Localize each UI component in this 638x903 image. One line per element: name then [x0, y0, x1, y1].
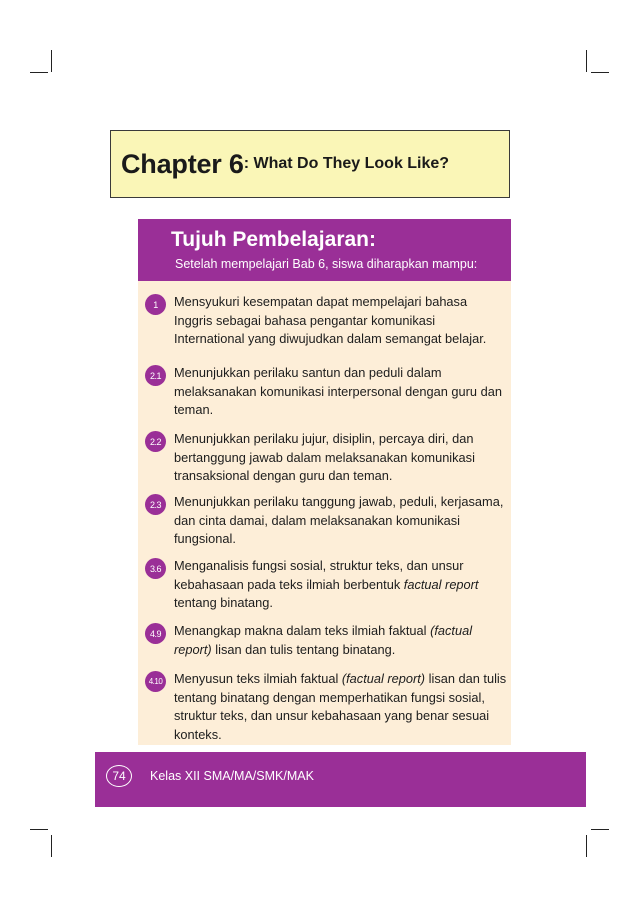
crop-mark	[586, 50, 587, 72]
objective-number-badge: 2.3	[145, 494, 166, 515]
objective-text-part: Menangkap makna dalam teks ilmiah faktual	[174, 623, 431, 638]
chapter-title-box	[110, 130, 510, 198]
objective-number-badge: 2.2	[145, 431, 166, 452]
page-number: 74	[106, 765, 132, 787]
objective-text-part: Menyusun teks ilmiah faktual	[174, 671, 342, 686]
objective-text	[174, 670, 508, 744]
objective-number-badge: 4.10	[145, 671, 166, 692]
objectives-header	[138, 219, 511, 281]
crop-mark	[591, 72, 609, 73]
objective-number-badge: 4.9	[145, 623, 166, 644]
objective-text-part: Menganalisis fungsi sosial, struktur teks, dan unsur kebahasaan pada teks ilmiah berbentuk	[174, 558, 464, 592]
chapter-title: : What Do They Look Like?	[243, 155, 450, 172]
book-title: Kelas XII SMA/MA/SMK/MAK	[150, 769, 314, 783]
crop-mark	[51, 835, 52, 857]
crop-mark	[51, 50, 52, 72]
objective-number-badge: 3.6	[145, 558, 166, 579]
objective-text-italic: (factual report)	[174, 623, 473, 657]
objective-text-part: lisan dan tulis tentang binatang.	[211, 641, 396, 657]
objective-text-part: tentang binatang.	[174, 595, 273, 610]
objective-text: Menunjukkan perilaku tanggung jawab, peduli, kerjasama, dan cinta damai, dalam melaksanakan komunikasi fungsional.	[174, 494, 504, 546]
chapter-label: Chapter 6	[121, 148, 244, 179]
objective-number-badge: 2.1	[145, 365, 166, 386]
objectives-heading: Tujuh Pembelajaran:	[171, 228, 376, 251]
objective-number-badge: 1	[145, 294, 166, 315]
crop-mark	[30, 829, 48, 830]
crop-mark	[30, 72, 48, 73]
objectives-list	[138, 281, 511, 745]
crop-mark	[591, 829, 609, 830]
objective-text: Menunjukkan perilaku santun dan peduli dalam melaksanakan komunikasi interpersonal dengan guru dan teman.	[174, 365, 502, 417]
objective-text-italic: (factual report)	[341, 671, 426, 686]
footer-bar	[95, 752, 586, 807]
objectives-intro: Setelah mempelajari Bab 6, siswa diharapkan mampu:	[175, 257, 478, 271]
objective-text-italic: factual report	[403, 576, 479, 592]
crop-mark	[586, 835, 587, 857]
objective-text: Menunjukkan perilaku jujur, disiplin, percaya diri, dan bertanggung jawab dalam melaksanakan komunikasi transaksional dengan guru dan teman.	[174, 431, 475, 483]
objective-text	[174, 557, 508, 613]
objective-text	[174, 622, 508, 659]
objective-text: Mensyukuri kesempatan dapat mempelajari bahasa Inggris sebagai bahasa pengantar komunikasi International yang diwujudkan dalam semangat belajar.	[174, 294, 487, 346]
objective-text-part: lisan dan tulis tentang binatang dengan memperhatikan fungsi sosial, struktur teks, dan unsur kebahasaan yang benar sesuai konteks.	[174, 671, 507, 742]
